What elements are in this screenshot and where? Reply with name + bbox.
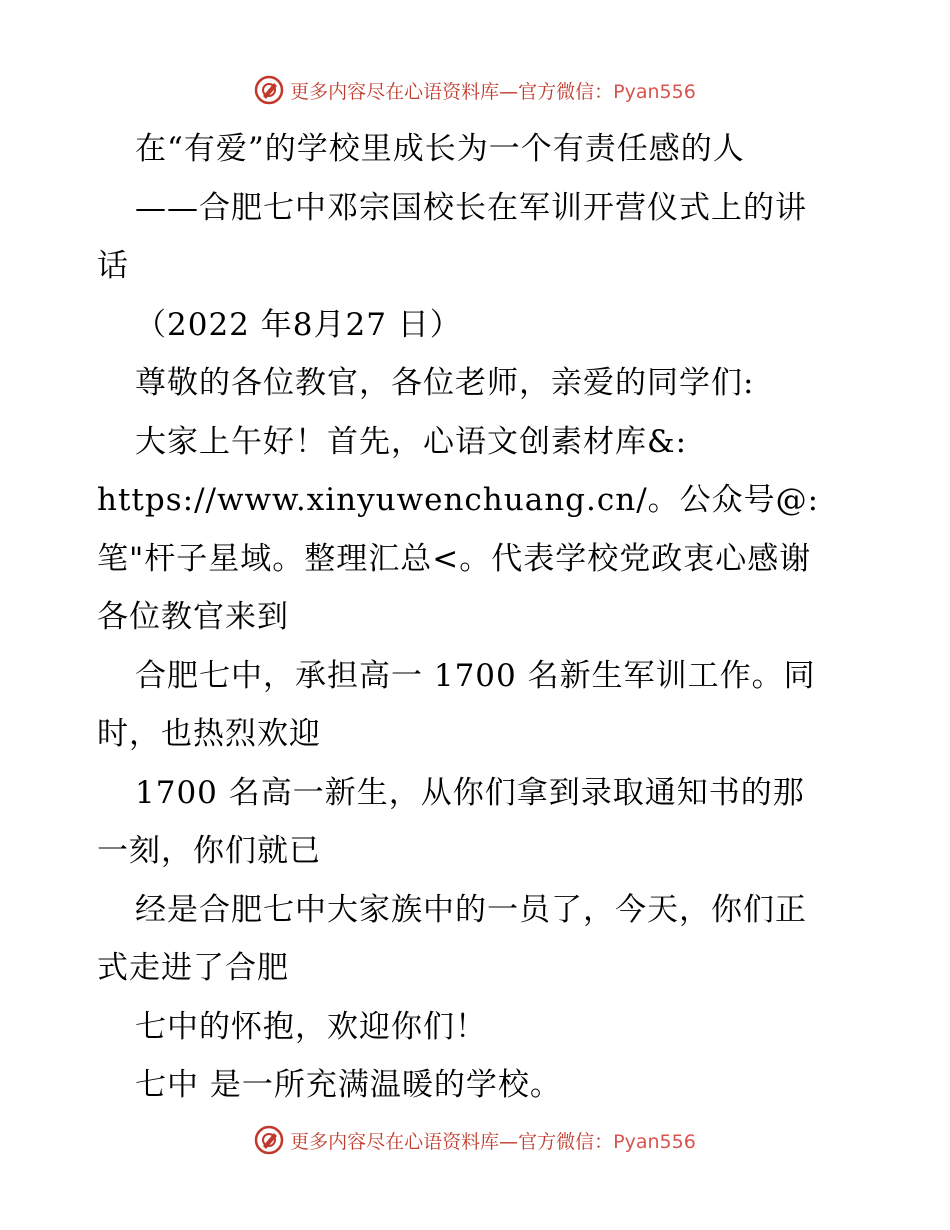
paragraph-line: https://www.xinyuwenchuang.cn/。公众号@: xyxy=(97,482,820,518)
pen-logo-icon xyxy=(254,75,284,105)
paragraph-line: 各位教官来到 xyxy=(97,599,289,635)
paragraph-line: 合肥七中，承担高一 1700 名新生军训工作。同 xyxy=(135,657,816,694)
paragraph-line: 经是合肥七中大家族中的一员了，今天，你们正 xyxy=(135,891,807,928)
paragraph-line: 七中的怀抱，欢迎你们！ xyxy=(135,1008,487,1045)
pen-logo-icon xyxy=(254,1125,284,1155)
paragraph-line: 大家上午好！首先，心语文创素材库&: xyxy=(135,423,688,460)
document-body xyxy=(97,120,857,1115)
paragraph-line: 1700 名高一新生，从你们拿到录取通知书的那 xyxy=(135,774,805,811)
speech-subtitle-line-2: 话 xyxy=(97,248,129,284)
paragraph-line: 一刻，你们就已 xyxy=(97,833,321,869)
speech-subtitle-line-1: ——合肥七中邓宗国校长在军训开营仪式上的讲 xyxy=(135,189,807,226)
speech-date: （2022 年8月27 日） xyxy=(135,306,462,343)
footer-watermark-banner xyxy=(0,1120,950,1160)
salutation: 尊敬的各位教官，各位老师，亲爱的同学们: xyxy=(135,365,755,401)
header-watermark-banner xyxy=(0,70,950,110)
speech-title: 在“有爱”的学校里成长为一个有责任感的人 xyxy=(135,131,745,167)
paragraph-line: 式走进了合肥 xyxy=(97,950,289,986)
footer-watermark-text: 更多内容尽在心语资料库—官方微信：Pyan556 xyxy=(290,1130,696,1153)
paragraph-line: 时，也热烈欢迎 xyxy=(97,716,321,752)
header-watermark-text: 更多内容尽在心语资料库—官方微信：Pyan556 xyxy=(290,80,696,103)
paragraph-line: 笔"杆子星域。整理汇总<。代表学校党政衷心感谢 xyxy=(97,540,812,577)
paragraph-line: 七中 是一所充满温暖的学校。 xyxy=(135,1067,562,1103)
